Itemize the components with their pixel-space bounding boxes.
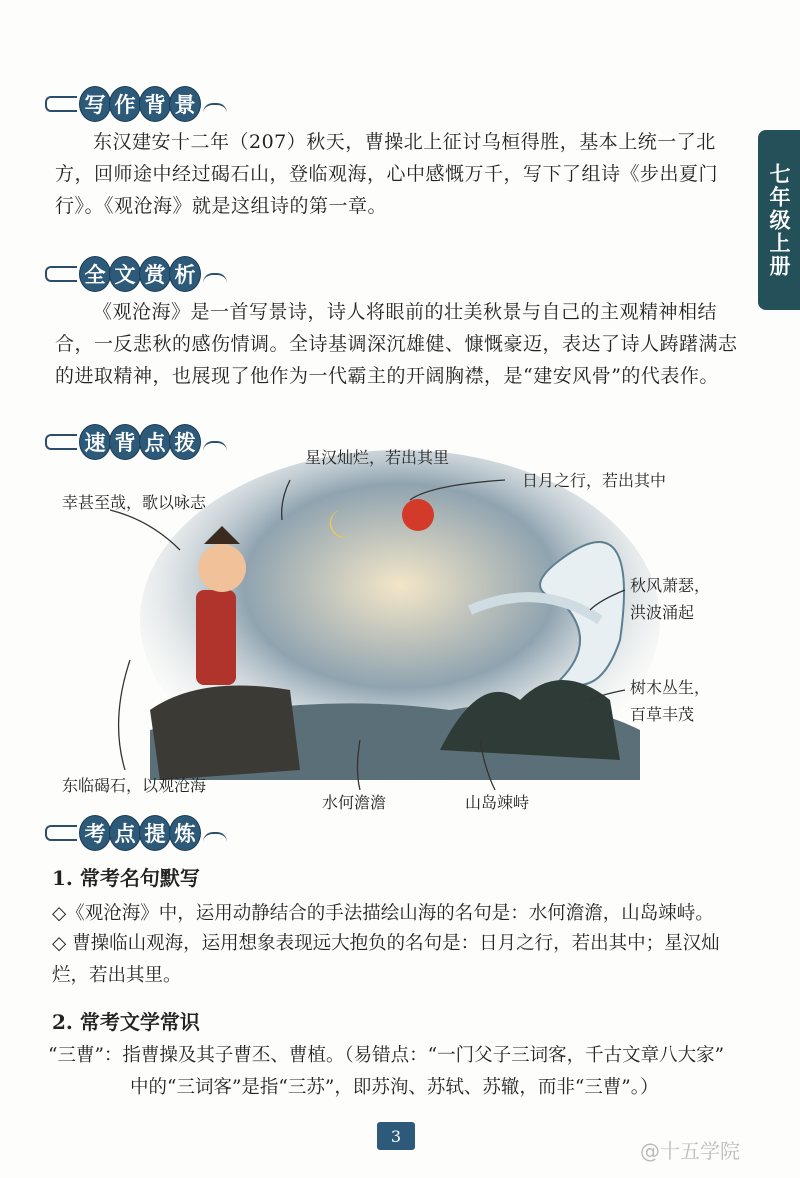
cliff-rock [150, 686, 300, 781]
term-label: “三曹”： [48, 1045, 123, 1066]
heading-decoration [203, 832, 227, 842]
heading-char: 点 [109, 815, 141, 851]
label-trees-2: 百草丰茂 [630, 705, 695, 724]
heading-analysis [45, 256, 227, 292]
heading-char: 背 [139, 86, 171, 122]
label-sun-moon: 日月之行，若出其中 [522, 471, 667, 490]
heading-char: 赏 [139, 256, 171, 292]
label-fortunate: 幸甚至哉，歌以咏志 [62, 493, 207, 512]
heading-char: 文 [109, 256, 141, 292]
heading-char: 提 [139, 815, 171, 851]
heading-char: 点 [139, 424, 171, 460]
heading-char: 炼 [169, 815, 201, 851]
subheading-literary-knowledge: 2. 常考文学常识 [52, 1010, 200, 1034]
heading-char: 作 [109, 86, 141, 122]
background-paragraph [55, 126, 745, 222]
heading-char: 析 [169, 256, 201, 292]
bullet-item: ◇ 曹操临山观海，运用想象表现远大抱负的名句是：日月之行，若出其中；星汉灿烂，若出其里。 [52, 933, 720, 986]
heading-char: 写 [79, 86, 111, 122]
heading-decoration [45, 266, 77, 282]
label-autumn-wind-2: 洪波涌起 [630, 603, 695, 622]
paragraph-text: 《观沧海》是一首写景诗，诗人将眼前的壮美秋景与自己的主观精神相结合，一反悲秋的感伤情调。全诗基调深沉雄健、慷慨豪迈，表达了诗人踌躇满志的进取精神，也展现了他作为一代霸主的开阔胸襟，是“建安风骨”的代表作。 [55, 301, 738, 387]
heading-char: 拨 [169, 424, 201, 460]
subheading-famous-lines: 1. 常考名句默写 [52, 866, 200, 890]
term-definition: 指曹操及其子曹丕、曹植。（易错点：“一门父子三词客，千古文章八大家” [122, 1045, 725, 1066]
bullet-item: ◇《观沧海》中，运用动静结合的手法描绘山海的名句是：水何澹澹，山岛竦峙。 [52, 903, 714, 924]
heading-points [45, 815, 227, 851]
label-trees-1: 树木丛生， [630, 678, 711, 697]
heading-char: 考 [79, 815, 111, 851]
term-line-2: 中的“三词客”是指“三苏”，即苏洵、苏轼、苏辙，而非“三曹”。） [130, 1077, 659, 1098]
heading-decoration [203, 103, 227, 113]
label-water: 水何澹澹 [322, 793, 387, 812]
heading-char: 速 [79, 424, 111, 460]
term-line-1 [48, 1040, 748, 1072]
sun [402, 499, 434, 531]
heading-char: 景 [169, 86, 201, 122]
heading-background [45, 86, 227, 122]
label-stars: 星汉灿烂，若出其里 [305, 448, 450, 467]
paragraph-text: 东汉建安十二年（207）秋天，曹操北上征讨乌桓得胜，基本上统一了北方，回师途中经过碣石山，登临观海，心中感慨万千，写下了组诗《步出夏门行》。《观沧海》就是这组诗的第一章。 [55, 131, 719, 217]
heading-char: 全 [79, 256, 111, 292]
heading-decoration [203, 273, 227, 283]
label-island: 山岛竦峙 [465, 793, 530, 812]
heading-char: 背 [109, 424, 141, 460]
heading-decoration [45, 825, 77, 841]
watermark: @十五学院 [640, 1139, 740, 1163]
analysis-paragraph [55, 296, 745, 392]
heading-decoration [45, 96, 77, 112]
cao-cao-face [198, 544, 246, 592]
cao-cao-robe [196, 590, 236, 685]
grade-side-tab: 七年级上册 [758, 130, 800, 310]
page-number: 3 [377, 1122, 415, 1150]
label-autumn-wind-1: 秋风萧瑟， [630, 576, 711, 595]
label-east: 东临碣石，以观沧海 [62, 776, 207, 795]
